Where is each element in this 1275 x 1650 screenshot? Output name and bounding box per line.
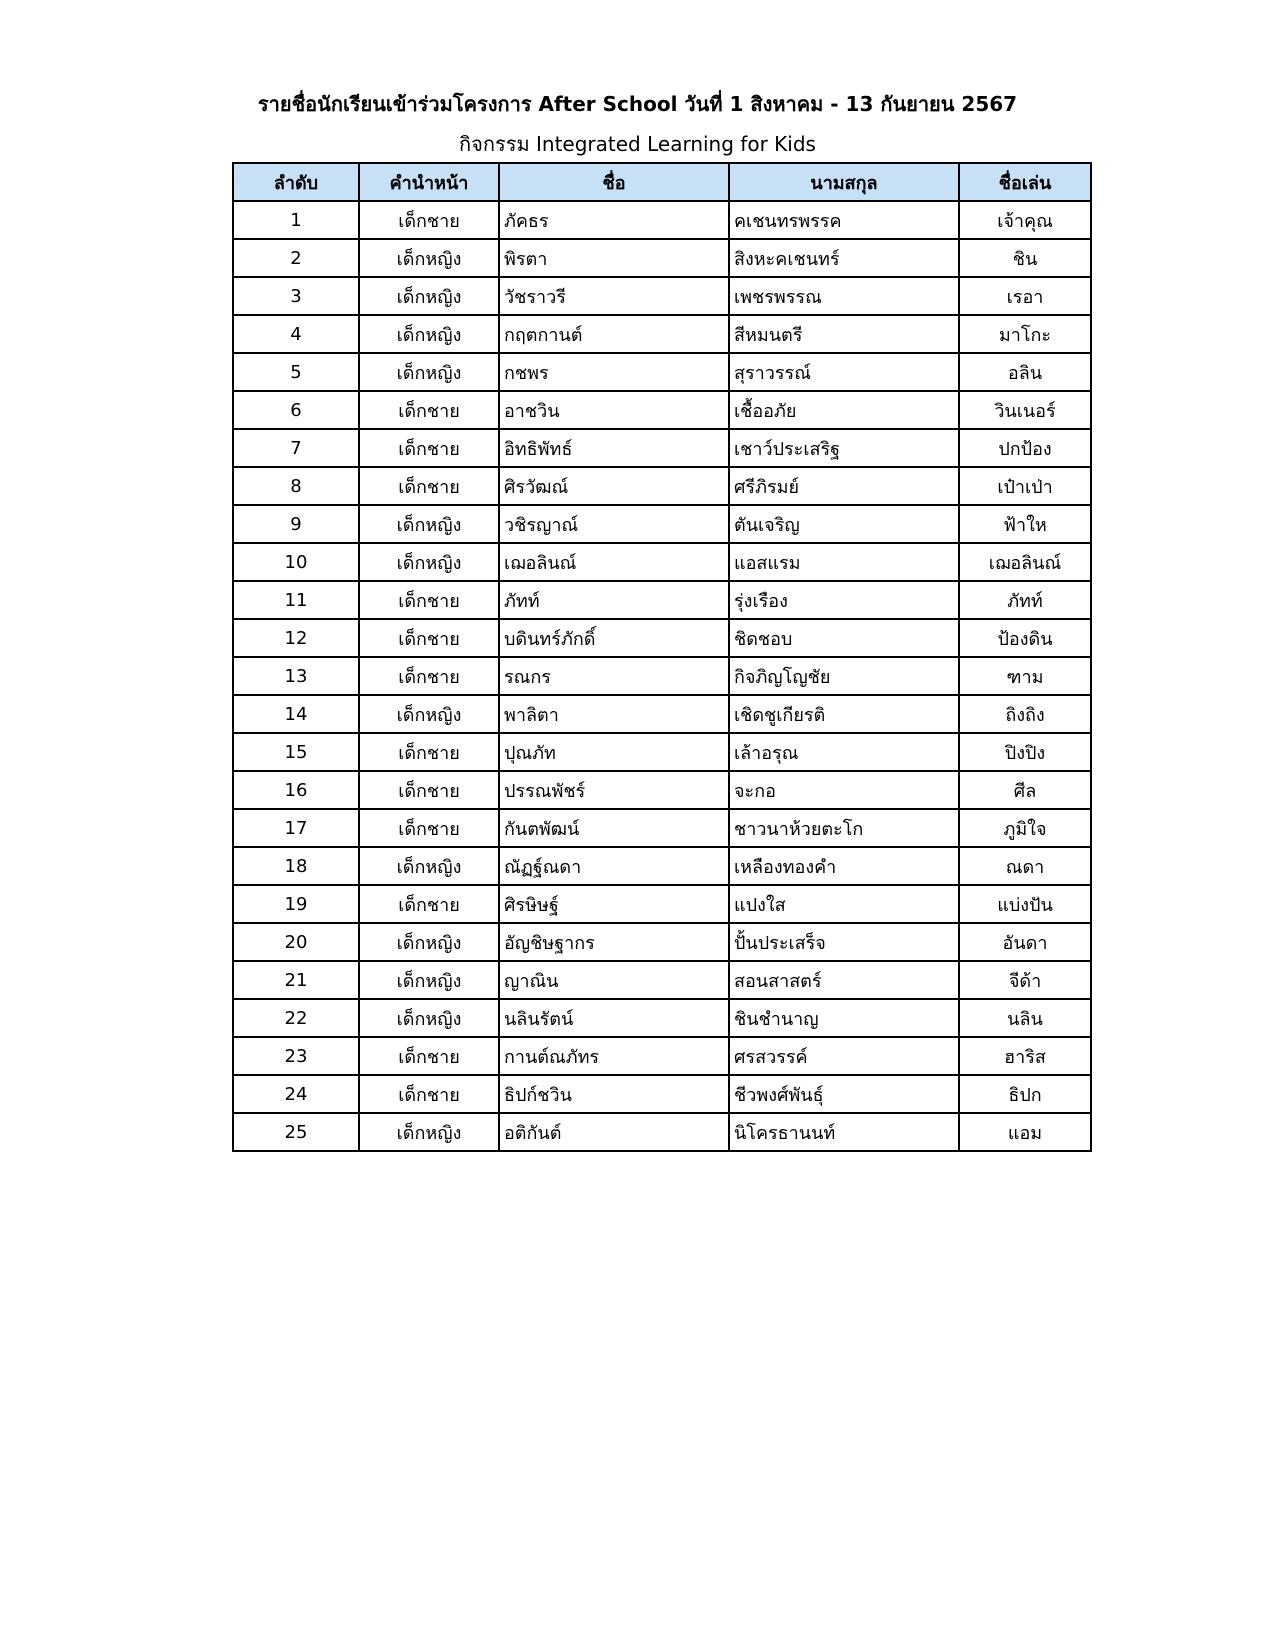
cell-first-name: กชพร bbox=[499, 353, 729, 391]
table-row bbox=[233, 695, 1091, 733]
column-header-last-name: นามสกุล bbox=[729, 163, 959, 201]
column-header-nickname: ชื่อเล่น bbox=[959, 163, 1091, 201]
cell-last-name: ตันเจริญ bbox=[729, 505, 959, 543]
cell-number: 10 bbox=[233, 543, 359, 581]
table-row bbox=[233, 581, 1091, 619]
cell-last-name: แอสแรม bbox=[729, 543, 959, 581]
cell-number: 13 bbox=[233, 657, 359, 695]
cell-nickname: เฌอลินณ์ bbox=[959, 543, 1091, 581]
cell-first-name: ญาณิน bbox=[499, 961, 729, 999]
cell-first-name: กันตพัฒน์ bbox=[499, 809, 729, 847]
cell-last-name: นิโครธานนท์ bbox=[729, 1113, 959, 1151]
column-header-number: ลำดับ bbox=[233, 163, 359, 201]
table-row bbox=[233, 619, 1091, 657]
table-body bbox=[233, 201, 1091, 1151]
table-row bbox=[233, 1037, 1091, 1075]
table-row bbox=[233, 1113, 1091, 1151]
document-title: รายชื่อนักเรียนเข้าร่วมโครงการ After School วันที่ 1 สิงหาคม - 13 กันยายน 2567 bbox=[257, 92, 1018, 116]
table-row bbox=[233, 505, 1091, 543]
table-row bbox=[233, 543, 1091, 581]
cell-last-name: รุ่งเรือง bbox=[729, 581, 959, 619]
cell-number: 5 bbox=[233, 353, 359, 391]
cell-nickname: นลิน bbox=[959, 999, 1091, 1037]
cell-nickname: เจ้าคุณ bbox=[959, 201, 1091, 239]
table-row bbox=[233, 923, 1091, 961]
cell-prefix: เด็กชาย bbox=[359, 771, 499, 809]
table-row bbox=[233, 201, 1091, 239]
cell-last-name: ชิดชอบ bbox=[729, 619, 959, 657]
cell-prefix: เด็กชาย bbox=[359, 1037, 499, 1075]
cell-last-name: คเชนทรพรรค bbox=[729, 201, 959, 239]
table-row bbox=[233, 809, 1091, 847]
table-row bbox=[233, 429, 1091, 467]
cell-nickname: ธิปก bbox=[959, 1075, 1091, 1113]
cell-number: 4 bbox=[233, 315, 359, 353]
column-header-first-name: ชื่อ bbox=[499, 163, 729, 201]
cell-prefix: เด็กชาย bbox=[359, 733, 499, 771]
cell-nickname: ปิงปิง bbox=[959, 733, 1091, 771]
cell-last-name: จะกอ bbox=[729, 771, 959, 809]
cell-first-name: นลินรัตน์ bbox=[499, 999, 729, 1037]
cell-prefix: เด็กหญิง bbox=[359, 277, 499, 315]
cell-first-name: ณัฏฐ์ณดา bbox=[499, 847, 729, 885]
cell-nickname: แบ่งปัน bbox=[959, 885, 1091, 923]
cell-last-name: ชาวนาห้วยตะโก bbox=[729, 809, 959, 847]
cell-prefix: เด็กหญิง bbox=[359, 543, 499, 581]
cell-number: 22 bbox=[233, 999, 359, 1037]
cell-last-name: กิจภิญโญชัย bbox=[729, 657, 959, 695]
cell-nickname: อลิน bbox=[959, 353, 1091, 391]
cell-nickname: เรอา bbox=[959, 277, 1091, 315]
cell-prefix: เด็กหญิง bbox=[359, 239, 499, 277]
cell-prefix: เด็กหญิง bbox=[359, 999, 499, 1037]
cell-nickname: ฟ้าให bbox=[959, 505, 1091, 543]
cell-last-name: เพชรพรรณ bbox=[729, 277, 959, 315]
cell-first-name: รณกร bbox=[499, 657, 729, 695]
document-subtitle: กิจกรรม Integrated Learning for Kids bbox=[459, 132, 816, 156]
cell-number: 9 bbox=[233, 505, 359, 543]
cell-nickname: มาโกะ bbox=[959, 315, 1091, 353]
cell-first-name: ศิรษิษฐ์ bbox=[499, 885, 729, 923]
table-row bbox=[233, 771, 1091, 809]
cell-first-name: กานต์ณภัทร bbox=[499, 1037, 729, 1075]
cell-prefix: เด็กชาย bbox=[359, 581, 499, 619]
cell-prefix: เด็กหญิง bbox=[359, 1113, 499, 1151]
cell-nickname: ชิน bbox=[959, 239, 1091, 277]
column-header-prefix: คำนำหน้า bbox=[359, 163, 499, 201]
cell-prefix: เด็กหญิง bbox=[359, 315, 499, 353]
cell-first-name: ปุณภัท bbox=[499, 733, 729, 771]
cell-nickname: แอม bbox=[959, 1113, 1091, 1151]
cell-prefix: เด็กหญิง bbox=[359, 353, 499, 391]
table-row bbox=[233, 885, 1091, 923]
cell-first-name: ภัคธร bbox=[499, 201, 729, 239]
cell-number: 2 bbox=[233, 239, 359, 277]
cell-number: 24 bbox=[233, 1075, 359, 1113]
table-row bbox=[233, 353, 1091, 391]
cell-nickname: ฮาริส bbox=[959, 1037, 1091, 1075]
cell-number: 21 bbox=[233, 961, 359, 999]
cell-last-name: สอนสาสตร์ bbox=[729, 961, 959, 999]
cell-last-name: สุราวรรณ์ bbox=[729, 353, 959, 391]
cell-first-name: เฌอลินณ์ bbox=[499, 543, 729, 581]
student-roster-table bbox=[232, 162, 1092, 1152]
cell-nickname: ศีล bbox=[959, 771, 1091, 809]
table-row bbox=[233, 733, 1091, 771]
cell-number: 19 bbox=[233, 885, 359, 923]
cell-prefix: เด็กหญิง bbox=[359, 695, 499, 733]
cell-first-name: อิทธิพัทธ์ bbox=[499, 429, 729, 467]
cell-number: 20 bbox=[233, 923, 359, 961]
cell-number: 1 bbox=[233, 201, 359, 239]
cell-nickname: ณดา bbox=[959, 847, 1091, 885]
cell-prefix: เด็กชาย bbox=[359, 429, 499, 467]
cell-prefix: เด็กชาย bbox=[359, 809, 499, 847]
cell-first-name: พิรตา bbox=[499, 239, 729, 277]
cell-last-name: แปงใส bbox=[729, 885, 959, 923]
cell-last-name: ปั้นประเสร็จ bbox=[729, 923, 959, 961]
cell-number: 8 bbox=[233, 467, 359, 505]
cell-nickname: วินเนอร์ bbox=[959, 391, 1091, 429]
cell-first-name: วชิรญาณ์ bbox=[499, 505, 729, 543]
table-row bbox=[233, 847, 1091, 885]
cell-number: 15 bbox=[233, 733, 359, 771]
table-row bbox=[233, 467, 1091, 505]
cell-last-name: สิงหะคเชนทร์ bbox=[729, 239, 959, 277]
cell-number: 16 bbox=[233, 771, 359, 809]
cell-prefix: เด็กชาย bbox=[359, 657, 499, 695]
cell-first-name: บดินทร์ภักดิ์ bbox=[499, 619, 729, 657]
cell-last-name: เชาว์ประเสริฐ bbox=[729, 429, 959, 467]
cell-last-name: เหลืองทองคำ bbox=[729, 847, 959, 885]
cell-prefix: เด็กชาย bbox=[359, 391, 499, 429]
table-row bbox=[233, 239, 1091, 277]
cell-first-name: ธิปก์ชวิน bbox=[499, 1075, 729, 1113]
cell-number: 18 bbox=[233, 847, 359, 885]
cell-first-name: ปรรณพัชร์ bbox=[499, 771, 729, 809]
table-row bbox=[233, 1075, 1091, 1113]
cell-prefix: เด็กชาย bbox=[359, 201, 499, 239]
cell-first-name: ภัทท์ bbox=[499, 581, 729, 619]
table-row bbox=[233, 999, 1091, 1037]
cell-number: 7 bbox=[233, 429, 359, 467]
cell-last-name: สีหมนตรี bbox=[729, 315, 959, 353]
cell-last-name: เชิดชูเกียรติ bbox=[729, 695, 959, 733]
cell-first-name: อัญชิษฐากร bbox=[499, 923, 729, 961]
cell-nickname: ภูมิใจ bbox=[959, 809, 1091, 847]
cell-first-name: กฤตกานต์ bbox=[499, 315, 729, 353]
cell-prefix: เด็กชาย bbox=[359, 1075, 499, 1113]
cell-last-name: ศรีภิรมย์ bbox=[729, 467, 959, 505]
cell-nickname: ปกป้อง bbox=[959, 429, 1091, 467]
cell-last-name: ศรสวรรค์ bbox=[729, 1037, 959, 1075]
cell-number: 17 bbox=[233, 809, 359, 847]
cell-number: 6 bbox=[233, 391, 359, 429]
table-row bbox=[233, 391, 1091, 429]
cell-prefix: เด็กหญิง bbox=[359, 923, 499, 961]
cell-nickname: ภัทท์ bbox=[959, 581, 1091, 619]
cell-prefix: เด็กชาย bbox=[359, 619, 499, 657]
cell-last-name: เล้าอรุณ bbox=[729, 733, 959, 771]
cell-first-name: พาลิตา bbox=[499, 695, 729, 733]
cell-prefix: เด็กหญิง bbox=[359, 505, 499, 543]
cell-prefix: เด็กหญิง bbox=[359, 847, 499, 885]
table-row bbox=[233, 277, 1091, 315]
cell-prefix: เด็กหญิง bbox=[359, 961, 499, 999]
cell-number: 25 bbox=[233, 1113, 359, 1151]
cell-number: 23 bbox=[233, 1037, 359, 1075]
table-row bbox=[233, 315, 1091, 353]
cell-prefix: เด็กชาย bbox=[359, 885, 499, 923]
table-row bbox=[233, 657, 1091, 695]
table-row bbox=[233, 961, 1091, 999]
cell-first-name: อติกันต์ bbox=[499, 1113, 729, 1151]
cell-prefix: เด็กชาย bbox=[359, 467, 499, 505]
table-header-row bbox=[233, 163, 1091, 201]
cell-nickname: เป๋าเป่า bbox=[959, 467, 1091, 505]
cell-number: 3 bbox=[233, 277, 359, 315]
cell-nickname: จีด้า bbox=[959, 961, 1091, 999]
cell-nickname: อันดา bbox=[959, 923, 1091, 961]
cell-last-name: ชินชำนาญ bbox=[729, 999, 959, 1037]
cell-number: 14 bbox=[233, 695, 359, 733]
cell-number: 11 bbox=[233, 581, 359, 619]
cell-first-name: วัชราวรี bbox=[499, 277, 729, 315]
cell-nickname: ฑาม bbox=[959, 657, 1091, 695]
cell-number: 12 bbox=[233, 619, 359, 657]
cell-first-name: ศิรวัฒณ์ bbox=[499, 467, 729, 505]
cell-last-name: ชีวพงศ์พันธุ์ bbox=[729, 1075, 959, 1113]
cell-nickname: ถิงถิง bbox=[959, 695, 1091, 733]
cell-first-name: อาชวิน bbox=[499, 391, 729, 429]
cell-nickname: ป้องดิน bbox=[959, 619, 1091, 657]
cell-last-name: เชื้ออภัย bbox=[729, 391, 959, 429]
